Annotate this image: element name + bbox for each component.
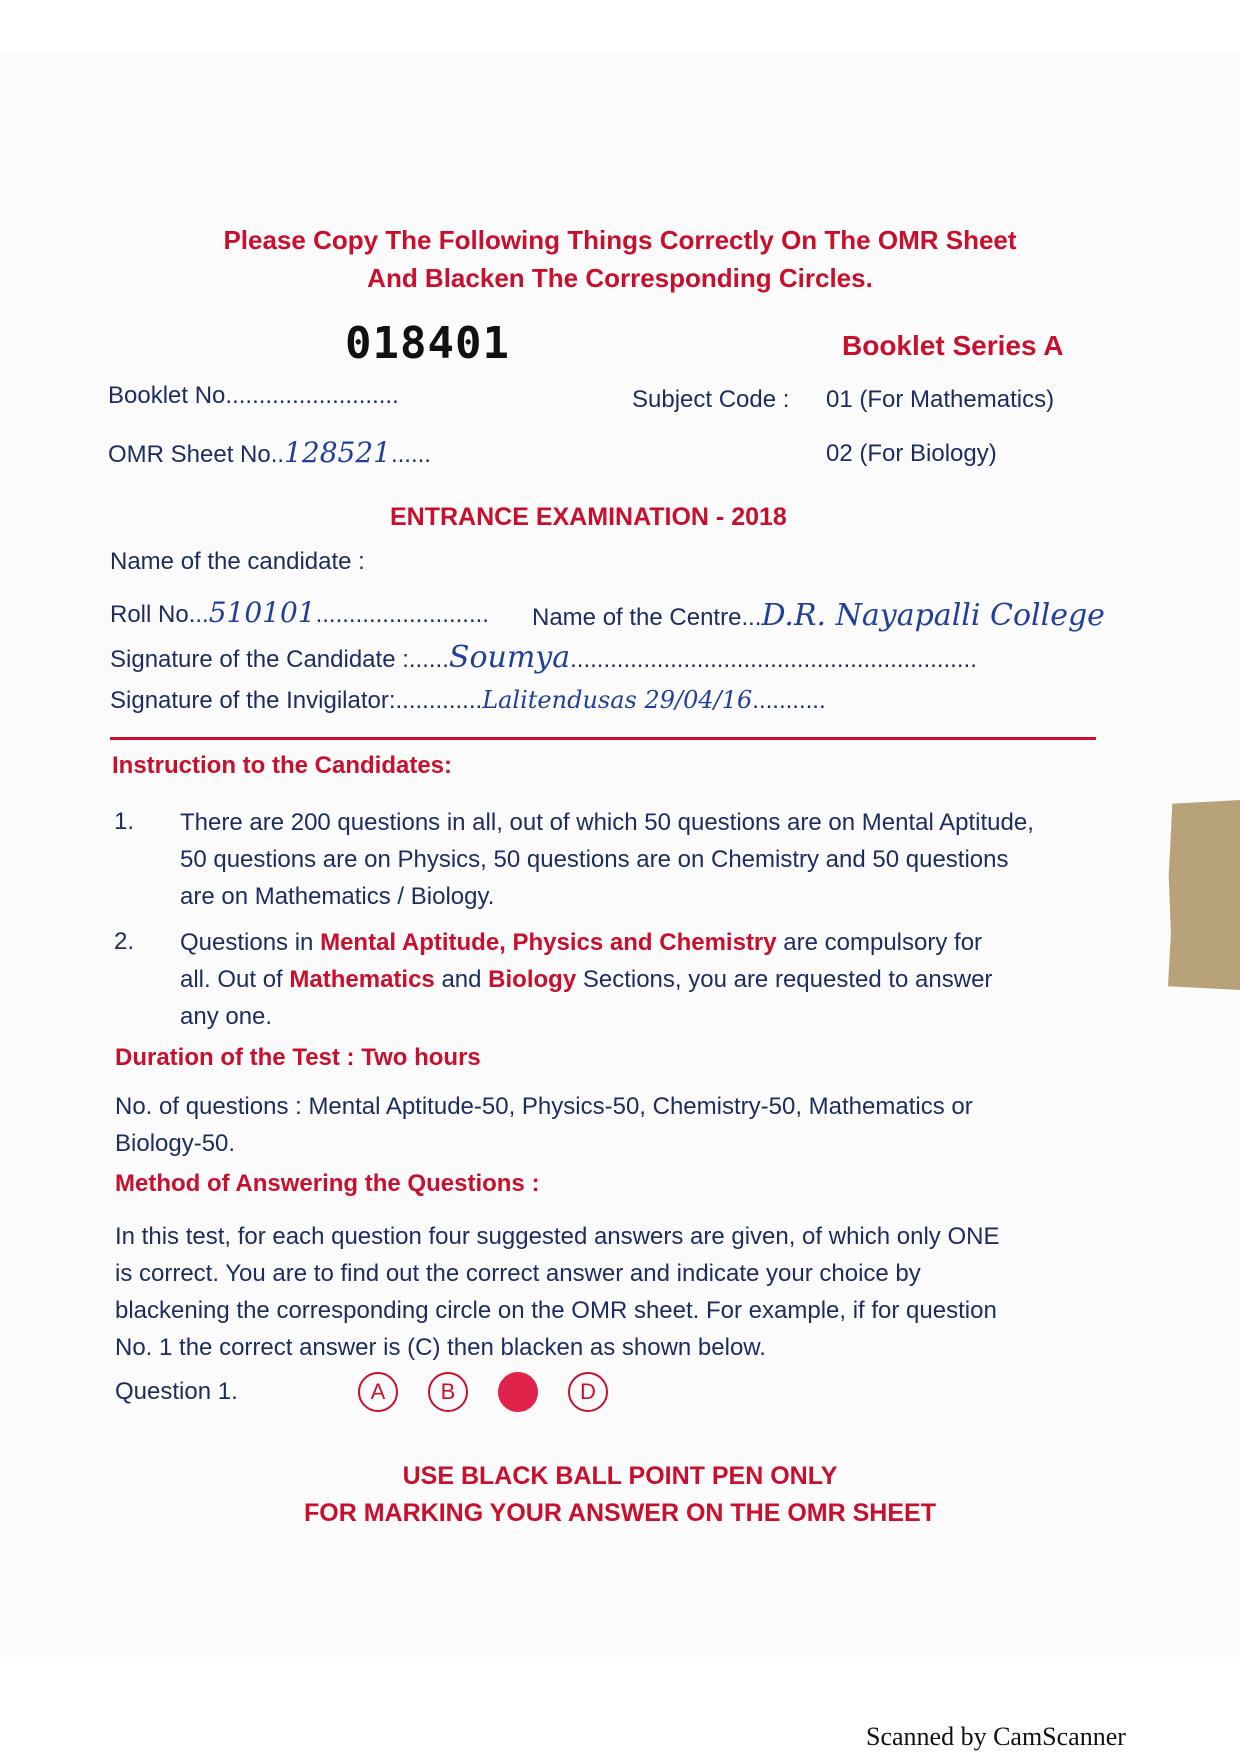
- candidate-name-label: Name of the candidate :: [110, 548, 365, 575]
- invigilator-signature-dots: ...........: [752, 687, 826, 714]
- example-bubble-c: [498, 1372, 538, 1412]
- centre-value: D.R. Nayapalli College: [761, 598, 1105, 633]
- instruction-2-text: [180, 924, 992, 1035]
- tape-strip: [1168, 800, 1240, 990]
- omr-sheet-dots: ......: [390, 441, 431, 468]
- header-line-2: And Blacken The Corresponding Circles.: [367, 263, 873, 293]
- duration-heading: Duration of the Test : Two hours: [115, 1044, 481, 1071]
- example-bubble-letter: D: [580, 1379, 596, 1404]
- example-bubble-d: [568, 1372, 608, 1412]
- candidate-signature-dots: .............................................................: [570, 646, 977, 673]
- method-line-1: In this test, for each question four suggested answers are given, of which only ONE: [115, 1223, 1000, 1250]
- method-text: [115, 1218, 999, 1366]
- omr-sheet-value: 128521: [284, 436, 391, 469]
- instruction-2-line-2: all. Out of Mathematics and Biology Sections, you are requested to answer: [180, 966, 993, 993]
- method-line-2: is correct. You are to find out the correct answer and indicate your choice by: [115, 1260, 921, 1287]
- header-line-1: Please Copy The Following Things Correctly On The OMR Sheet: [223, 225, 1017, 255]
- questions-count-line-1: No. of questions : Mental Aptitude-50, Physics-50, Chemistry-50, Mathematics or: [115, 1093, 973, 1120]
- method-line-4: No. 1 the correct answer is (C) then blacken as shown below.: [115, 1334, 766, 1361]
- compulsory-subjects: Mental Aptitude, Physics and Chemistry: [320, 929, 777, 956]
- instruction-2-line-1: Questions in Mental Aptitude, Physics and Chemistry are compulsory for: [180, 929, 983, 956]
- candidate-signature-field: [110, 640, 977, 675]
- scanner-watermark: Scanned by CamScanner: [866, 1722, 1126, 1751]
- booklet-no-label: Booklet No..........................: [108, 382, 399, 409]
- instruction-1-number: 1.: [114, 808, 135, 835]
- subject-code-bio: 02 (For Biology): [826, 440, 997, 467]
- method-line-3: blackening the corresponding circle on the OMR sheet. For example, if for question: [115, 1297, 997, 1324]
- instruction-1-line-1: There are 200 questions in all, out of which 50 questions are on Mental Aptitude,: [180, 809, 1034, 836]
- example-bubble-letter: B: [440, 1379, 456, 1404]
- roll-no-dots: ..........................: [315, 601, 489, 628]
- example-bubble-a: [358, 1372, 398, 1412]
- questions-count-line-2: Biology-50.: [115, 1130, 236, 1157]
- method-heading: Method of Answering the Questions :: [115, 1170, 540, 1197]
- omr-sheet-label: OMR Sheet No..: [108, 441, 285, 468]
- exam-title: ENTRANCE EXAMINATION - 2018: [390, 503, 787, 531]
- example-bubble-b: [428, 1372, 468, 1412]
- instruction-1-line-3: are on Mathematics / Biology.: [180, 883, 495, 910]
- invigilator-signature-label: Signature of the Invigilator:.............: [110, 687, 483, 714]
- subject-code-math: 01 (For Mathematics): [826, 386, 1055, 413]
- questions-count: [115, 1088, 973, 1162]
- pen-instruction-line-1: USE BLACK BALL POINT PEN ONLY: [402, 1462, 838, 1490]
- section-divider: [110, 737, 1096, 740]
- booklet-number: 018401: [345, 318, 510, 369]
- roll-no-label: Roll No...: [110, 601, 209, 628]
- instruction-2-line-3: any one.: [180, 1003, 273, 1030]
- candidate-signature-value: Soumya: [448, 640, 571, 675]
- instructions-heading: Instruction to the Candidates:: [112, 752, 453, 779]
- optional-subject-bio: Biology: [488, 966, 577, 993]
- candidate-signature-label: Signature of the Candidate :......: [110, 646, 449, 673]
- invigilator-signature-value: Lalitendusas 29/04/16: [482, 686, 753, 714]
- invigilator-signature-field: [110, 686, 826, 715]
- instruction-1-text: [180, 804, 1034, 915]
- instruction-2-number: 2.: [114, 928, 135, 955]
- instruction-1-line-2: 50 questions are on Physics, 50 questions are on Chemistry and 50 questions: [180, 846, 1009, 873]
- omr-sheet-field: [108, 436, 431, 469]
- example-question-label: Question 1.: [115, 1378, 238, 1405]
- subject-code-label: Subject Code :: [632, 386, 790, 413]
- booklet-series: Booklet Series A: [842, 330, 1064, 361]
- centre-field: [532, 598, 1105, 633]
- centre-label: Name of the Centre...: [532, 604, 762, 631]
- roll-no-field: [110, 596, 489, 629]
- example-bubble-letter: A: [370, 1379, 386, 1404]
- pen-instruction-line-2: FOR MARKING YOUR ANSWER ON THE OMR SHEET: [304, 1499, 936, 1527]
- roll-no-value: 510101: [208, 596, 316, 629]
- optional-subject-math: Mathematics: [289, 966, 435, 993]
